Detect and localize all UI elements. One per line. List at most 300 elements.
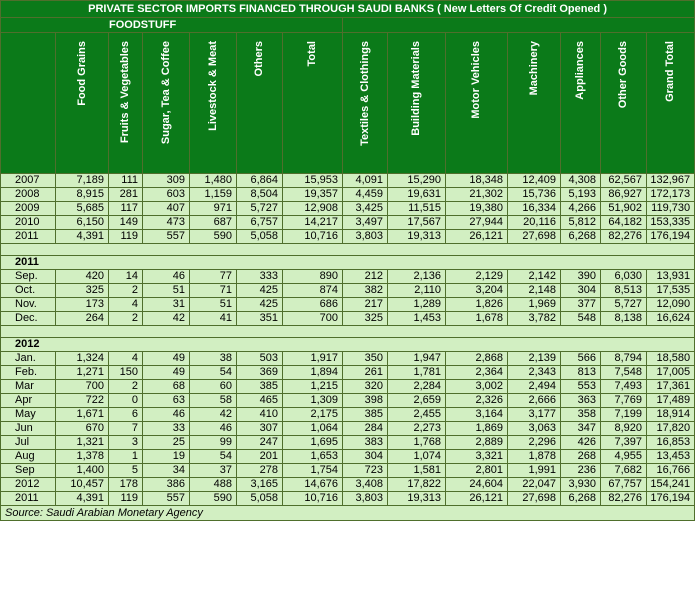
spacer-row [1, 244, 695, 256]
table-cell: 3,177 [508, 408, 561, 422]
table-cell: 2,343 [508, 366, 561, 380]
table-cell: 16,853 [647, 436, 695, 450]
table-cell: 426 [561, 436, 601, 450]
table-row [1, 492, 695, 506]
table-cell: 19,313 [388, 230, 446, 244]
table-cell: 58 [190, 394, 237, 408]
table-cell: 236 [561, 464, 601, 478]
column-header [561, 33, 601, 174]
row-label: Apr [1, 394, 56, 408]
table-cell: 488 [190, 478, 237, 492]
table-cell: 1,400 [56, 464, 109, 478]
table-cell: 1,309 [283, 394, 343, 408]
table-row [1, 174, 695, 188]
table-cell: 68 [143, 380, 190, 394]
table-cell: 46 [190, 422, 237, 436]
table-cell: 2,148 [508, 284, 561, 298]
table-cell: 1,480 [190, 174, 237, 188]
table-cell: 363 [561, 394, 601, 408]
table-cell: 2 [109, 380, 143, 394]
table-cell: 42 [143, 312, 190, 326]
table-cell: 86,927 [601, 188, 647, 202]
column-header-label: Others [253, 41, 265, 77]
table-cell: 3,164 [446, 408, 508, 422]
table-cell: 385 [343, 408, 388, 422]
table-row [1, 270, 695, 284]
table-cell: 2,666 [508, 394, 561, 408]
column-header [143, 33, 190, 174]
table-cell: 557 [143, 492, 190, 506]
table-row [1, 352, 695, 366]
table-cell: 8,794 [601, 352, 647, 366]
table-cell: 17,820 [647, 422, 695, 436]
table-cell: 382 [343, 284, 388, 298]
table-row [1, 394, 695, 408]
row-label: Sep. [1, 270, 56, 284]
table-cell: 2 [109, 284, 143, 298]
row-label: 2008 [1, 188, 56, 202]
table-cell: 14 [109, 270, 143, 284]
column-header-label: Total [306, 41, 318, 67]
table-cell: 390 [561, 270, 601, 284]
row-label: 2010 [1, 216, 56, 230]
table-cell: 320 [343, 380, 388, 394]
table-cell: 3,408 [343, 478, 388, 492]
table-cell: 4,391 [56, 492, 109, 506]
table-cell: 2,136 [388, 270, 446, 284]
table-cell: 10,716 [283, 230, 343, 244]
column-header-label: Motor Vehicles [470, 41, 482, 119]
table-cell: 268 [561, 450, 601, 464]
table-cell: 1,321 [56, 436, 109, 450]
table-cell: 278 [237, 464, 283, 478]
table-cell: 176,194 [647, 492, 695, 506]
table-cell: 1,917 [283, 352, 343, 366]
table-cell: 3,002 [446, 380, 508, 394]
table-cell: 15,953 [283, 174, 343, 188]
table-cell: 261 [343, 366, 388, 380]
row-label: 2011 [1, 230, 56, 244]
table-row [1, 230, 695, 244]
table-cell: 77 [190, 270, 237, 284]
table-cell: 6,268 [561, 492, 601, 506]
table-cell: 548 [561, 312, 601, 326]
table-row [1, 202, 695, 216]
table-cell: 8,920 [601, 422, 647, 436]
table-cell: 149 [109, 216, 143, 230]
table-cell: 3,497 [343, 216, 388, 230]
table-cell: 51 [190, 298, 237, 312]
column-header-label: Food Grains [75, 41, 88, 106]
table-cell: 557 [143, 230, 190, 244]
table-row [1, 464, 695, 478]
table-cell: 33 [143, 422, 190, 436]
row-label: Oct. [1, 284, 56, 298]
table-cell: 17,489 [647, 394, 695, 408]
table-cell: 2,326 [446, 394, 508, 408]
table-cell: 172,173 [647, 188, 695, 202]
table-cell: 7,493 [601, 380, 647, 394]
column-header [601, 33, 647, 174]
table-cell: 67,757 [601, 478, 647, 492]
table-cell: 15,290 [388, 174, 446, 188]
table-cell: 1,754 [283, 464, 343, 478]
table-cell: 333 [237, 270, 283, 284]
table-cell: 3 [109, 436, 143, 450]
table-cell: 358 [561, 408, 601, 422]
section-label: 2012 [1, 338, 695, 352]
table-cell: 473 [143, 216, 190, 230]
column-header-label: Appliances [574, 41, 586, 100]
row-label: Jan. [1, 352, 56, 366]
row-label: Sep [1, 464, 56, 478]
table-cell: 3,782 [508, 312, 561, 326]
table-cell: 27,698 [508, 230, 561, 244]
table-cell: 51,902 [601, 202, 647, 216]
table-cell: 17,822 [388, 478, 446, 492]
section-label: 2011 [1, 256, 695, 270]
table-cell: 6,864 [237, 174, 283, 188]
table-cell: 54 [190, 450, 237, 464]
table-cell: 465 [237, 394, 283, 408]
table-cell: 2,175 [283, 408, 343, 422]
table-cell: 82,276 [601, 230, 647, 244]
spacer-cell [1, 326, 695, 338]
table-cell: 26,121 [446, 230, 508, 244]
table-cell: 347 [561, 422, 601, 436]
table-cell: 1,991 [508, 464, 561, 478]
table-row [1, 312, 695, 326]
column-header-label: Livestock & Meat [206, 41, 219, 131]
table-cell: 21,302 [446, 188, 508, 202]
column-header [237, 33, 283, 174]
table-cell: 117 [109, 202, 143, 216]
column-header-label: Sugar, Tea & Coffee [159, 41, 172, 145]
row-label: Jul [1, 436, 56, 450]
table-cell: 2,659 [388, 394, 446, 408]
row-label: Feb. [1, 366, 56, 380]
table-cell: 173 [56, 298, 109, 312]
table-cell: 247 [237, 436, 283, 450]
table-cell: 99 [190, 436, 237, 450]
row-label: Nov. [1, 298, 56, 312]
table-cell: 2,273 [388, 422, 446, 436]
table-cell: 18,580 [647, 352, 695, 366]
table-cell: 19,631 [388, 188, 446, 202]
row-label-header [1, 33, 56, 174]
table-cell: 212 [343, 270, 388, 284]
foodstuff-group-label: FOODSTUFF [1, 18, 343, 33]
table-cell: 12,090 [647, 298, 695, 312]
row-label: Jun [1, 422, 56, 436]
table-cell: 890 [283, 270, 343, 284]
source-row [1, 506, 695, 521]
table-cell: 5,685 [56, 202, 109, 216]
table-cell: 2,139 [508, 352, 561, 366]
table-cell: 325 [343, 312, 388, 326]
table-cell: 686 [283, 298, 343, 312]
table-cell: 17,567 [388, 216, 446, 230]
table-row [1, 188, 695, 202]
table-cell: 425 [237, 298, 283, 312]
table-cell: 13,931 [647, 270, 695, 284]
table-cell: 71 [190, 284, 237, 298]
table-cell: 1,653 [283, 450, 343, 464]
table-cell: 15,736 [508, 188, 561, 202]
table-cell: 1,064 [283, 422, 343, 436]
row-label: 2012 [1, 478, 56, 492]
table-cell: 304 [561, 284, 601, 298]
table-cell: 16,624 [647, 312, 695, 326]
column-header [446, 33, 508, 174]
table-cell: 7,548 [601, 366, 647, 380]
column-header [56, 33, 109, 174]
table-cell: 3,803 [343, 492, 388, 506]
table-cell: 5,727 [601, 298, 647, 312]
table-cell: 11,515 [388, 202, 446, 216]
table-cell: 3,204 [446, 284, 508, 298]
column-header [508, 33, 561, 174]
table-cell: 13,453 [647, 450, 695, 464]
table-cell: 1,678 [446, 312, 508, 326]
table-cell: 1,671 [56, 408, 109, 422]
table-cell: 27,944 [446, 216, 508, 230]
table-cell: 119 [109, 230, 143, 244]
table-cell: 420 [56, 270, 109, 284]
table-row [1, 366, 695, 380]
table-cell: 3,803 [343, 230, 388, 244]
table-row [1, 436, 695, 450]
table-cell: 8,915 [56, 188, 109, 202]
table-cell: 407 [143, 202, 190, 216]
table-cell: 264 [56, 312, 109, 326]
table-cell: 1,289 [388, 298, 446, 312]
row-label: Mar [1, 380, 56, 394]
table-cell: 2,284 [388, 380, 446, 394]
table-cell: 27,698 [508, 492, 561, 506]
table-cell: 111 [109, 174, 143, 188]
table-cell: 813 [561, 366, 601, 380]
table-row [1, 408, 695, 422]
table-cell: 24,604 [446, 478, 508, 492]
table-cell: 351 [237, 312, 283, 326]
table-cell: 20,116 [508, 216, 561, 230]
table-cell: 325 [56, 284, 109, 298]
table-cell: 383 [343, 436, 388, 450]
table-cell: 590 [190, 230, 237, 244]
table-cell: 176,194 [647, 230, 695, 244]
row-label: Dec. [1, 312, 56, 326]
table-cell: 41 [190, 312, 237, 326]
table-cell: 1,768 [388, 436, 446, 450]
table-cell: 7,397 [601, 436, 647, 450]
group-label-spacer [343, 18, 695, 33]
table-cell: 64,182 [601, 216, 647, 230]
table-cell: 2,801 [446, 464, 508, 478]
table-cell: 1,215 [283, 380, 343, 394]
table-cell: 14,217 [283, 216, 343, 230]
table-cell: 2,868 [446, 352, 508, 366]
table-cell: 7,682 [601, 464, 647, 478]
table-cell: 82,276 [601, 492, 647, 506]
table-cell: 1,271 [56, 366, 109, 380]
table-cell: 1,453 [388, 312, 446, 326]
table-cell: 503 [237, 352, 283, 366]
table-cell: 25 [143, 436, 190, 450]
row-label: May [1, 408, 56, 422]
table-cell: 19 [143, 450, 190, 464]
row-label: 2011 [1, 492, 56, 506]
table-cell: 6,150 [56, 216, 109, 230]
table-row [1, 298, 695, 312]
section-header-row [1, 338, 695, 352]
table-cell: 304 [343, 450, 388, 464]
table-row [1, 450, 695, 464]
table-cell: 700 [56, 380, 109, 394]
table-cell: 4 [109, 352, 143, 366]
table-cell: 2,110 [388, 284, 446, 298]
table-cell: 49 [143, 352, 190, 366]
table-cell: 5,058 [237, 492, 283, 506]
table-cell: 4,955 [601, 450, 647, 464]
table-cell: 2 [109, 312, 143, 326]
table-cell: 10,457 [56, 478, 109, 492]
table-cell: 1,781 [388, 366, 446, 380]
table-cell: 2,142 [508, 270, 561, 284]
table-cell: 38 [190, 352, 237, 366]
table-cell: 590 [190, 492, 237, 506]
table-cell: 1,324 [56, 352, 109, 366]
column-header-label: Textiles & Clothings [358, 41, 371, 146]
spacer-row [1, 326, 695, 338]
table-cell: 603 [143, 188, 190, 202]
table-cell: 309 [143, 174, 190, 188]
table-cell: 153,335 [647, 216, 695, 230]
table-cell: 31 [143, 298, 190, 312]
row-label: Aug [1, 450, 56, 464]
table-cell: 700 [283, 312, 343, 326]
table-cell: 17,361 [647, 380, 695, 394]
table-cell: 2,455 [388, 408, 446, 422]
table-cell: 26,121 [446, 492, 508, 506]
table-cell: 687 [190, 216, 237, 230]
table-cell: 284 [343, 422, 388, 436]
table-cell: 154,241 [647, 478, 695, 492]
table-cell: 369 [237, 366, 283, 380]
table-cell: 1,826 [446, 298, 508, 312]
column-header-label: Building Materials [410, 41, 422, 136]
table-cell: 2,494 [508, 380, 561, 394]
table-cell: 2,889 [446, 436, 508, 450]
table-cell: 19,357 [283, 188, 343, 202]
table-cell: 670 [56, 422, 109, 436]
column-header-label: Grand Total [664, 41, 677, 102]
column-header [343, 33, 388, 174]
table-cell: 14,676 [283, 478, 343, 492]
column-header-label: Other Goods [617, 41, 629, 109]
table-cell: 8,138 [601, 312, 647, 326]
table-cell: 150 [109, 366, 143, 380]
table-cell: 1,947 [388, 352, 446, 366]
table-cell: 307 [237, 422, 283, 436]
table-row [1, 284, 695, 298]
table-cell: 398 [343, 394, 388, 408]
table-cell: 6,268 [561, 230, 601, 244]
table-cell: 4,266 [561, 202, 601, 216]
table-cell: 10,716 [283, 492, 343, 506]
table-cell: 874 [283, 284, 343, 298]
source-note: Source: Saudi Arabian Monetary Agency [1, 506, 695, 521]
table-cell: 3,321 [446, 450, 508, 464]
row-label: 2007 [1, 174, 56, 188]
table-cell: 16,766 [647, 464, 695, 478]
table-cell: 566 [561, 352, 601, 366]
table-cell: 5,727 [237, 202, 283, 216]
table-cell: 3,063 [508, 422, 561, 436]
table-cell: 5,058 [237, 230, 283, 244]
table-cell: 281 [109, 188, 143, 202]
table-cell: 16,334 [508, 202, 561, 216]
table-cell: 386 [143, 478, 190, 492]
table-cell: 7 [109, 422, 143, 436]
table-cell: 3,165 [237, 478, 283, 492]
table-cell: 1,159 [190, 188, 237, 202]
table-cell: 1,894 [283, 366, 343, 380]
table-cell: 410 [237, 408, 283, 422]
table-cell: 723 [343, 464, 388, 478]
row-label: 2009 [1, 202, 56, 216]
table-cell: 12,409 [508, 174, 561, 188]
table-cell: 2,364 [446, 366, 508, 380]
table-cell: 1 [109, 450, 143, 464]
table-cell: 425 [237, 284, 283, 298]
section-header-row [1, 256, 695, 270]
table-cell: 7,769 [601, 394, 647, 408]
column-header [388, 33, 446, 174]
table-row [1, 216, 695, 230]
table-title: PRIVATE SECTOR IMPORTS FINANCED THROUGH SAUDI BANKS ( New Letters Of Credit Opened ) [1, 1, 695, 18]
column-header-label: Machinery [527, 41, 540, 96]
table-cell: 1,869 [446, 422, 508, 436]
table-cell: 5,193 [561, 188, 601, 202]
table-cell: 3,930 [561, 478, 601, 492]
table-cell: 8,504 [237, 188, 283, 202]
spacer-cell [1, 244, 695, 256]
table-cell: 18,914 [647, 408, 695, 422]
table-cell: 5,812 [561, 216, 601, 230]
column-header [647, 33, 695, 174]
table-cell: 1,074 [388, 450, 446, 464]
table-cell: 18,348 [446, 174, 508, 188]
table-cell: 1,581 [388, 464, 446, 478]
table-cell: 63 [143, 394, 190, 408]
table-row [1, 380, 695, 394]
table-cell: 201 [237, 450, 283, 464]
table-cell: 217 [343, 298, 388, 312]
table-cell: 62,567 [601, 174, 647, 188]
table-cell: 12,908 [283, 202, 343, 216]
table-cell: 17,535 [647, 284, 695, 298]
table-cell: 4,459 [343, 188, 388, 202]
table-cell: 42 [190, 408, 237, 422]
table-cell: 6,030 [601, 270, 647, 284]
table-cell: 1,878 [508, 450, 561, 464]
column-header [283, 33, 343, 174]
table-cell: 19,380 [446, 202, 508, 216]
table-cell: 350 [343, 352, 388, 366]
table-cell: 553 [561, 380, 601, 394]
table-cell: 19,313 [388, 492, 446, 506]
